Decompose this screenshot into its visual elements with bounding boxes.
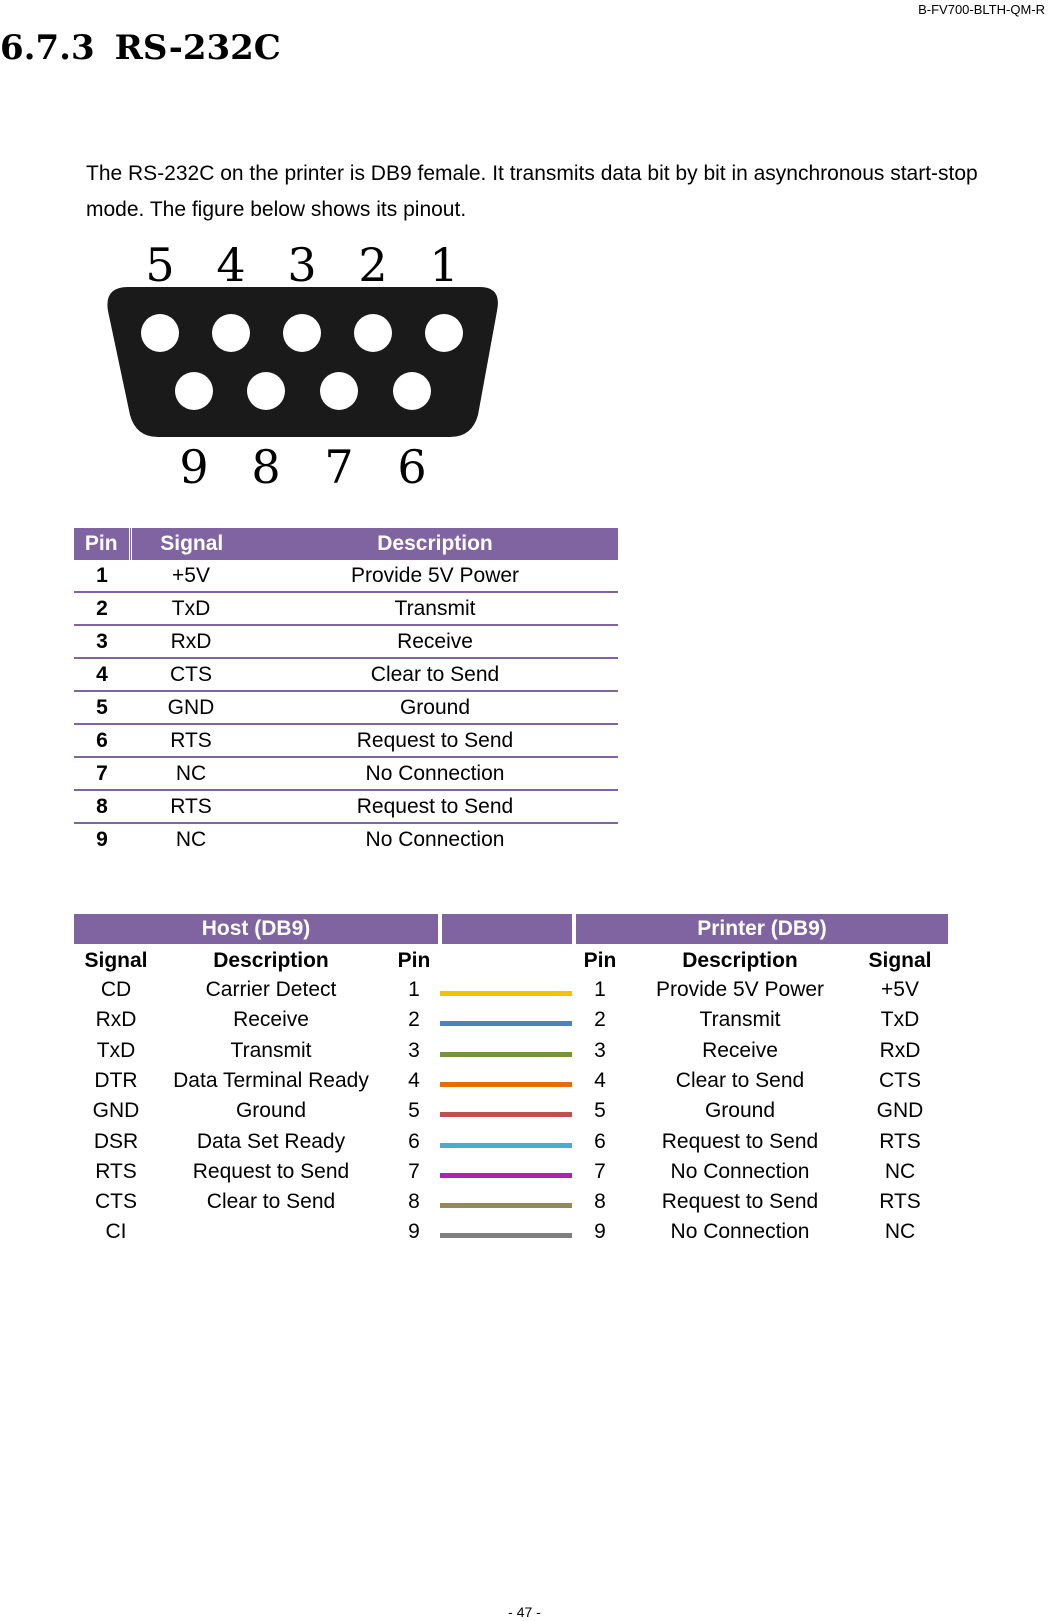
db9-connector-figure [100, 245, 510, 495]
connector-pin-label: 4 [216, 245, 246, 292]
host-description-cell: Data Terminal Ready [173, 1068, 369, 1092]
pin-hole [141, 314, 179, 352]
host-description-cell: Clear to Send [206, 1190, 336, 1214]
printer-pin-cell: 4 [594, 1068, 606, 1092]
description-cell: No Connection [365, 761, 505, 785]
host-pin-cell: 5 [408, 1099, 420, 1123]
table-row [74, 790, 618, 823]
pin-hole [247, 372, 285, 410]
intro-paragraph: The RS-232C on the printer is DB9 female. It transmits data bit by bit in asynchronous start-stop mode. The figure below shows its pinout. [86, 162, 978, 221]
wire-line [440, 1021, 572, 1026]
connector-pin-label: 9 [179, 440, 209, 490]
printer-header-description: Description [682, 949, 798, 972]
printer-description-cell: Provide 5V Power [655, 978, 825, 1001]
signal-cell: NC [175, 761, 207, 785]
wire-line [440, 991, 572, 996]
host-pin-cell: 1 [408, 978, 420, 1001]
pin-cell: 7 [96, 761, 108, 785]
host-description-cell: Transmit [230, 1038, 312, 1062]
header-description: Description [252, 528, 618, 560]
host-description-cell: Receive [233, 1008, 309, 1032]
host-description-cell: Request to Send [192, 1159, 350, 1183]
pin-hole [425, 314, 463, 352]
document-id: B-FV700-BLTH-QM-R [918, 2, 1045, 17]
printer-signal-cell: GND [876, 1099, 924, 1123]
host-signal-cell: CI [105, 1220, 127, 1244]
host-description-cell: Data Set Ready [196, 1129, 346, 1153]
pin-cell: 3 [96, 629, 108, 653]
signal-cell: RTS [170, 728, 212, 752]
printer-pin-cell: 1 [594, 978, 606, 1001]
host-title: Host (DB9) [74, 914, 438, 944]
printer-signal-cell: CTS [879, 1068, 921, 1092]
pin-hole [320, 372, 358, 410]
wire-line [440, 1052, 572, 1057]
host-description-cell: Ground [235, 1099, 307, 1123]
pin-cell: 6 [96, 728, 108, 752]
table-row [74, 757, 618, 790]
pin-hole [175, 372, 213, 410]
wire-line [440, 1233, 572, 1238]
connector-pin-label: 3 [287, 245, 317, 292]
description-cell: Receive [397, 629, 473, 653]
pin-cell: 1 [96, 563, 108, 587]
pin-hole [283, 314, 321, 352]
section-number: 6.7.3 [0, 28, 95, 68]
description-cell: Provide 5V Power [350, 563, 520, 587]
pin-table [74, 528, 618, 855]
host-signal-cell: TxD [96, 1038, 136, 1062]
wire-line [440, 1173, 572, 1178]
printer-header-signal: Signal [868, 949, 932, 972]
pin-cell: 8 [96, 794, 108, 818]
signal-cell: GND [167, 695, 215, 719]
table-row [74, 724, 618, 757]
printer-description-cell: Receive [702, 1038, 778, 1062]
signal-cell: RxD [170, 629, 212, 653]
table-row [74, 823, 618, 855]
host-signal-cell: DSR [93, 1129, 139, 1153]
host-header-pin: Pin [397, 949, 431, 972]
table-row [74, 625, 618, 658]
host-header-signal: Signal [84, 949, 148, 972]
printer-pin-cell: 3 [594, 1038, 606, 1062]
printer-pin-cell: 6 [594, 1129, 606, 1153]
header-signal: Signal [130, 528, 252, 560]
host-header-description: Description [213, 949, 329, 972]
page-number: - 47 - [508, 1604, 541, 1620]
pin-hole [393, 372, 431, 410]
printer-pin-cell: 7 [594, 1159, 606, 1183]
printer-pin-cell: 8 [594, 1190, 606, 1214]
printer-description-cell: No Connection [670, 1220, 810, 1244]
connector-pin-label: 1 [429, 245, 459, 292]
connector-shell [107, 287, 497, 437]
pin-table-header [74, 528, 618, 560]
section-heading [0, 28, 281, 68]
signal-cell: NC [175, 827, 207, 851]
pin-cell: 5 [96, 695, 108, 719]
db9-connector-diagram [100, 245, 510, 490]
host-signal-cell: CD [100, 978, 132, 1001]
connector-pin-label: 7 [324, 440, 354, 490]
host-signal-cell: GND [92, 1099, 140, 1123]
host-signal-cell: DTR [94, 1068, 138, 1092]
signal-cell: +5V [172, 563, 210, 587]
connector-pin-label: 2 [358, 245, 388, 292]
printer-signal-cell: TxD [880, 1008, 920, 1032]
wire-line [440, 1143, 572, 1148]
printer-pin-cell: 5 [594, 1099, 606, 1123]
pin-hole [354, 314, 392, 352]
connector-pin-label: 5 [145, 245, 175, 292]
host-signal-cell: CTS [95, 1190, 137, 1214]
printer-signal-cell: NC [884, 1220, 916, 1244]
printer-description-cell: Ground [704, 1099, 776, 1123]
signal-cell: CTS [170, 662, 212, 686]
printer-signal-cell: RTS [879, 1129, 921, 1153]
printer-signal-cell: RxD [879, 1038, 921, 1062]
pin-cell: 4 [96, 662, 108, 686]
printer-signal-cell: +5V [881, 978, 919, 1001]
pin-cell: 9 [96, 827, 108, 851]
description-cell: Clear to Send [370, 662, 500, 686]
printer-title: Printer (DB9) [576, 914, 948, 944]
table-row [74, 691, 618, 724]
table-row [74, 560, 618, 592]
host-pin-cell: 3 [408, 1038, 420, 1062]
printer-description-cell: Transmit [699, 1008, 781, 1032]
section-title: RS-232C [114, 28, 281, 68]
header-pin: Pin [74, 528, 130, 560]
description-cell: Ground [399, 695, 471, 719]
printer-pin-cell: 2 [594, 1008, 606, 1032]
host-pin-cell: 6 [408, 1129, 420, 1153]
wire-line [440, 1112, 572, 1117]
host-signal-cell: RTS [95, 1159, 137, 1183]
signal-cell: TxD [171, 596, 211, 620]
wire-line [440, 1203, 572, 1208]
pin-cell: 2 [96, 596, 108, 620]
description-cell: No Connection [365, 827, 505, 851]
wiring-title-spacer [442, 914, 572, 944]
printer-signal-cell: RTS [879, 1190, 921, 1214]
host-pin-cell: 7 [408, 1159, 420, 1183]
connector-pin-label: 8 [251, 440, 281, 490]
table-row [74, 592, 618, 625]
host-pin-cell: 2 [408, 1008, 420, 1032]
wire-line [440, 1082, 572, 1087]
host-pin-cell: 9 [408, 1220, 420, 1244]
printer-description-cell: Clear to Send [675, 1068, 805, 1092]
printer-signal-cell: NC [884, 1159, 916, 1183]
host-pin-cell: 4 [408, 1068, 420, 1092]
description-cell: Request to Send [356, 728, 514, 752]
printer-pin-cell: 9 [594, 1220, 606, 1244]
host-signal-cell: RxD [95, 1008, 137, 1032]
printer-description-cell: Request to Send [661, 1190, 819, 1214]
pin-hole [212, 314, 250, 352]
signal-cell: RTS [170, 794, 212, 818]
description-cell: Transmit [394, 596, 476, 620]
description-cell: Request to Send [356, 794, 514, 818]
host-pin-cell: 8 [408, 1190, 420, 1214]
printer-header-pin: Pin [583, 949, 617, 972]
table-row [74, 658, 618, 691]
host-description-cell: Carrier Detect [205, 978, 337, 1001]
connector-pin-label: 6 [397, 440, 427, 490]
printer-description-cell: Request to Send [661, 1129, 819, 1153]
printer-description-cell: No Connection [670, 1159, 810, 1183]
